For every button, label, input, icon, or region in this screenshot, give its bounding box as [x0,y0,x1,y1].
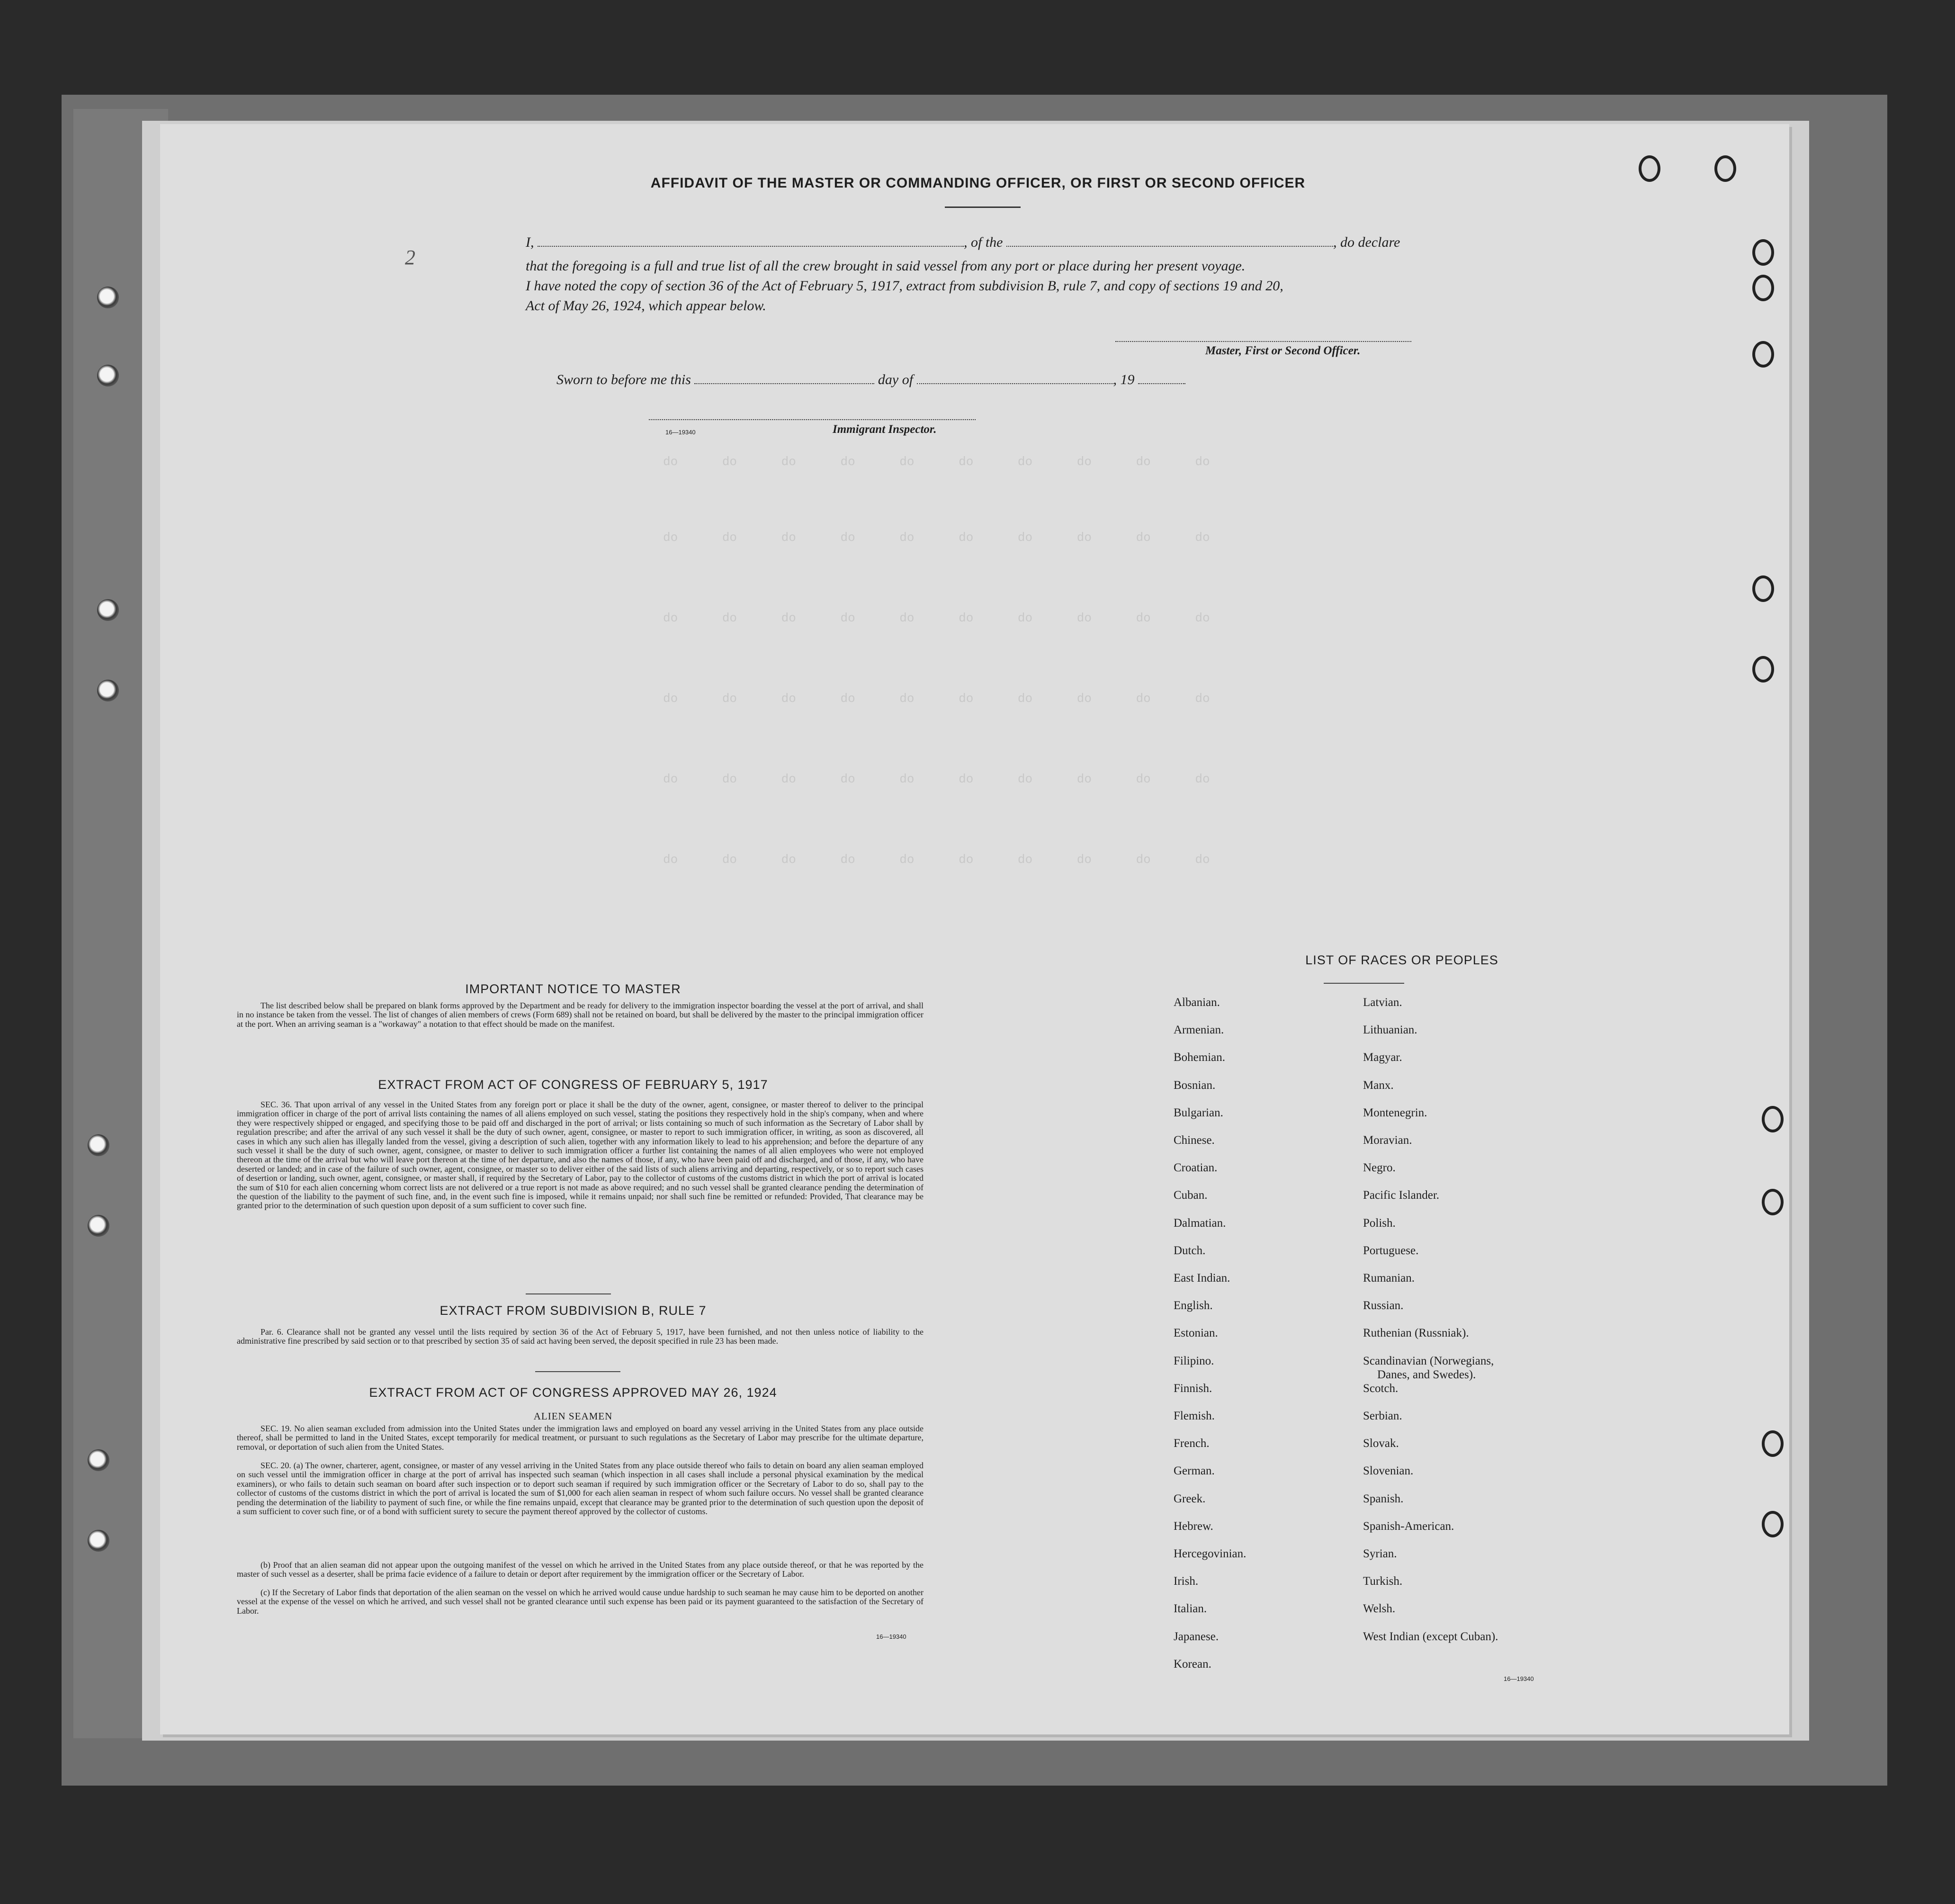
race-item: Russian. [1363,1299,1404,1312]
sworn-year: , 19 [1113,372,1135,387]
race-item: Welsh. [1363,1602,1396,1616]
bleed-through-row: do do do do do do do do do do [663,455,1210,469]
race-item: Bosnian. [1174,1078,1216,1092]
race-item: Slovenian. [1363,1464,1414,1478]
race-item: Turkish. [1363,1575,1403,1588]
race-item: Flemish. [1174,1410,1215,1422]
race-item: Hebrew. [1174,1519,1213,1533]
sworn-prefix: Sworn to before me this [556,372,691,387]
race-item: Spanish. [1363,1492,1404,1505]
sworn-line [556,372,1185,388]
affidavit-line-2: that the foregoing is a full and true list of all the crew brought in said vessel from any port or place during her present voyage. [526,258,1246,274]
race-item: Manx. [1363,1078,1394,1092]
race-item: Spanish-American. [1363,1519,1454,1533]
bleed-through-row: do do do do do do do do do do [663,611,1210,625]
section-divider [535,1371,620,1372]
punch-hole [97,365,119,386]
race-item: Polish. [1363,1216,1396,1230]
sworn-day-of: day of [878,372,914,387]
bleed-through-row: do do do do do do do do do do [663,853,1210,867]
section-divider [526,1293,611,1294]
race-item: Croatian. [1174,1161,1218,1175]
affidavit-line-3: I have noted the copy of section 36 of the Act of February 5, 1917, extract from subdivision B, rule 7, and copy of sections 19 and 20, [526,278,1283,294]
binder-ring [1762,1430,1784,1457]
race-item: Serbian. [1363,1410,1402,1422]
race-item: Magyar. [1363,1051,1402,1064]
race-item: Ruthenian (Russniak). [1363,1327,1469,1340]
affidavit-i: I, [526,234,534,250]
binder-ring [1752,575,1774,602]
race-item: Estonian. [1174,1327,1218,1340]
race-item: Albanian. [1174,996,1220,1009]
race-item: Irish. [1174,1575,1199,1588]
race-item: Danes, and Swedes). [1377,1368,1476,1381]
sec19-text: SEC. 19. No alien seaman excluded from admission into the United States under the immigration laws and employed on board any vessel arriving in the United States from any place outside thereof, shall be permitted to land in the United States, except temporarily for medical treatment, or pursuant to such regulations as the Secretary of Labor may prescribe for the ultimate departure, removal, or deportation of such alien from the United States. [237,1424,924,1452]
race-item: Montenegrin. [1363,1106,1427,1119]
extract-form-number: 16—19340 [876,1633,906,1640]
race-item: Hercegovinian. [1174,1547,1247,1560]
extract-1917-text: SEC. 36. That upon arrival of any vessel in the United States from any foreign port or place it shall be the duty of the owner, agent, consignee, or master thereof to deliver to the principal immigration officer in charge of the port of arrival lists containing the names of all aliens employed on such vessel, stating the positions they respectively hold in the ship's company, when and where they were respectively shipped or engaged, and specifying those to be paid off and discharged in the port of arrival; or lists containing so much of such information as the Secretary of Labor shall by regulation prescribe; and after the arrival of any such vessel it shall be the duty of such owner, agent, consignee, or master to report to such immigration officer, in writing, as soon as discovered, all cases in which any such alien has illegally landed from the vessel, giving a description of such alien, together with any information likely to lead to his apprehension; and before the departure of any such vessel it shall be the duty of such owner, agent, consignee, or master to deliver to such immigration officer a further list containing the names of all alien employees who were not employed thereon at the time of the arrival but who will leave port thereon at the time of her departure, and also the names of those, if any, who have been paid off and discharged, and of those, if any, who have deserted or landed; and in case of the failure of such owner, agent, consignee, or master so to deliver either of the said lists of such aliens arriving and departing, respectively, or so to report such cases of desertion or landing, such owner, agent, consignee, or master shall, if required by the Secretary of Labor, pay to the collector of customs of the customs district in which the port of arrival is located the sum of $10 for each alien concerning whom correct lists are not delivered or a true report is not made as above required; and no such vessel shall be granted clearance pending the determination of the question of the liability to the payment of such fine, and, in the event such fine is imposed, while it remains unpaid; nor shall such fine be remitted or refunded: Provided, That clearance may be granted prior to the determination of such question upon deposit of a sum sufficient to cover such fine. [237,1100,924,1211]
binder-ring [1762,1511,1784,1537]
race-item: East Indian. [1174,1272,1230,1284]
sec20a-text: SEC. 20. (a) The owner, charterer, agent, consignee, or master of any vessel arriving in the United States from any place outside thereof who fails to detain on board any alien seaman employed on such vessel until the immigration officer in charge at the port of arrival has inspected such seaman (which inspection in all cases shall include a personal physical examination by the medical examiners), or who fails to detain such seaman on board after such inspection or to deport such seaman if required by such immigration officer or the Secretary of Labor to do so, shall pay to the collector of customs of the customs district in which the port of arrival is located the sum of $1,000 for each alien seaman in respect of whom such failure occurs. No vessel shall be granted clearance pending the determination of the liability to payment of such fine, or while the fine remains unpaid, except that clearance may be granted prior to the determination of such question upon the deposit of a sum sufficient to cover such fine, or of a bond with sufficient surety to secure the payment thereof approved by the collector of customs. [237,1461,924,1517]
race-item: Slovak. [1363,1437,1399,1450]
punch-hole [97,287,119,308]
race-item: West Indian (except Cuban). [1363,1630,1498,1643]
punch-hole [88,1215,109,1237]
notice-title: IMPORTANT NOTICE TO MASTER [465,982,681,996]
race-item: Korean. [1174,1657,1211,1670]
race-item: Dalmatian. [1174,1216,1226,1230]
extract-1917-title: EXTRACT FROM ACT OF CONGRESS OF FEBRUARY 5, 1917 [378,1078,768,1092]
binder-ring [1714,155,1736,182]
sec20b-text: (b) Proof that an alien seaman did not appear upon the outgoing manifest of the vessel on which he arrived in the United States from any place outside thereof, or that he was reported by the master of such vessel as a deserter, shall be prima facie evidence of a failure to detain or deport after requirement by the immigration officer or the Secretary of Labor. [237,1560,924,1579]
binder-ring [1752,275,1774,301]
sworn-month-blank[interactable] [917,382,1113,384]
race-item: Portuguese. [1363,1244,1419,1257]
race-item: Chinese. [1174,1134,1215,1147]
inspector-signature-line[interactable] [649,419,976,420]
affidavit-line-4: Act of May 26, 1924, which appear below. [526,298,766,314]
bleed-through-row: do do do do do do do do do do [663,692,1210,706]
inspector-label: Immigrant Inspector. [833,423,937,436]
race-item: Dutch. [1174,1244,1206,1257]
sworn-year-blank[interactable] [1138,382,1185,384]
punch-hole [88,1530,109,1552]
race-item: Pacific Islander. [1363,1189,1440,1202]
affidavit-form-number: 16—19340 [665,429,696,436]
rule7-title: EXTRACT FROM SUBDIVISION B, RULE 7 [439,1303,707,1318]
punch-hole [97,599,119,621]
race-item: German. [1174,1464,1215,1478]
races-title-rule [1324,983,1404,984]
affidavit-of-the: , of the [964,234,1003,250]
affidavit-title-rule [945,207,1021,208]
race-item: French. [1174,1437,1210,1450]
binder-ring [1762,1189,1784,1215]
punch-hole [88,1134,109,1156]
race-item: Cuban. [1174,1189,1208,1202]
race-item: Italian. [1174,1602,1207,1616]
binder-ring [1639,155,1660,182]
name-blank[interactable] [538,245,964,247]
races-form-number: 16—19340 [1504,1675,1534,1682]
race-item: Lithuanian. [1363,1024,1417,1037]
race-item: English. [1174,1299,1213,1312]
race-item: Filipino. [1174,1354,1214,1367]
race-item: Latvian. [1363,996,1402,1009]
race-item: Scandinavian (Norwegians, [1363,1354,1494,1367]
notice-text: The list described below shall be prepared on blank forms approved by the Department and be ready for delivery to the immigration inspector boarding the vessel at the port of arrival, and shall in no instance be taken from the vessel. The list of changes of alien members of crews (Form 689) shall not be retained on board, but shall be delivered by the master to the principal immigration officer at the port. When an arriving seaman is a "workaway" a notation to that effect should be made on the manifest. [237,1001,924,1029]
bleed-through-row: do do do do do do do do do do [663,772,1210,786]
binder-ring [1752,341,1774,368]
margin-number-mark: 2 [405,246,415,269]
binder-ring [1762,1106,1784,1132]
affidavit-do-declare: , do declare [1333,234,1400,250]
sec20c-text: (c) If the Secretary of Labor finds that deportation of the alien seaman on the vessel on which he arrived would cause undue hardship to such seaman he may cause him to be deported on another vessel at the expense of the vessel on which he arrived, and such vessel shall not be granted clearance until such expense has been paid or its payment guaranteed to the satisfaction of the Secretary of Labor. [237,1588,924,1616]
affidavit-title: AFFIDAVIT OF THE MASTER OR COMMANDING OFFICER, OR FIRST OR SECOND OFFICER [650,175,1306,191]
race-item: Armenian. [1174,1024,1224,1037]
binder-ring [1752,239,1774,266]
race-item: Rumanian. [1363,1272,1415,1284]
punch-hole [88,1449,109,1471]
race-item: Greek. [1174,1492,1206,1505]
race-item: Japanese. [1174,1630,1219,1643]
vessel-blank[interactable] [1006,245,1333,247]
binder-ring [1752,656,1774,683]
punch-hole [97,680,119,701]
rule7-text: Par. 6. Clearance shall not be granted any vessel until the lists required by section 36 of the Act of February 5, 1917, have been furnished, and not then unless notice of liability to the administrative fine prescribed by said section or to that prescribed by section 35 of said act having been served, the deposit specified in rule 23 has been made. [237,1327,924,1346]
race-item: Bohemian. [1174,1051,1226,1064]
master-signature-label: Master, First or Second Officer. [1205,344,1361,357]
race-item: Finnish. [1174,1382,1212,1395]
race-item: Bulgarian. [1174,1106,1223,1119]
sworn-day-blank[interactable] [694,382,874,384]
alien-seamen-subtitle: ALIEN SEAMEN [533,1410,613,1422]
affidavit-declaration-line [526,234,1400,251]
race-item: Syrian. [1363,1547,1397,1560]
extract-1924-title: EXTRACT FROM ACT OF CONGRESS APPROVED MAY 26, 1924 [369,1385,777,1400]
races-title: LIST OF RACES OR PEOPLES [1305,953,1498,967]
master-signature-line[interactable] [1115,341,1411,342]
bleed-through-row: do do do do do do do do do do [663,530,1210,545]
race-item: Negro. [1363,1161,1396,1175]
race-item: Scotch. [1363,1382,1399,1395]
race-item: Moravian. [1363,1134,1412,1147]
